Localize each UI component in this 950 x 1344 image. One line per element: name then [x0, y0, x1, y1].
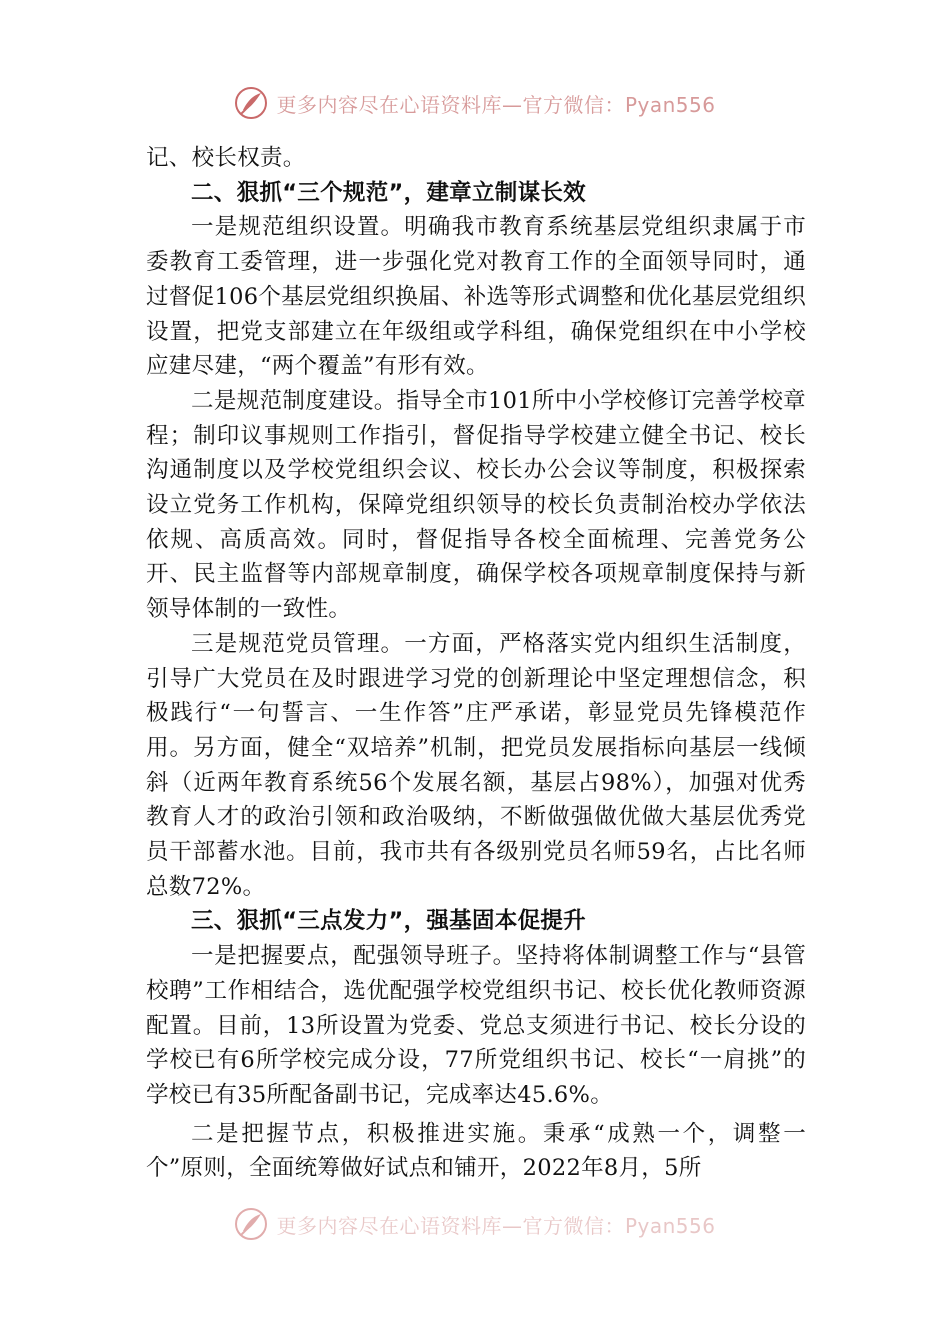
- paragraph-member-management: 三是规范党员管理。一方面，严格落实党内组织生活制度，引导广大党员在及时跟进学习党的创新理论中坚定理想信念，积极践行“一句誓言、一生作答”庄严承诺，彰显党员先锋模范作用。另方面，健全“双培养”机制，把党员发展指标向基层一线倾斜（近两年教育系统56个发展名额，基层占98%），加强对优秀教育人才的政治引领和政治吸纳，不断做强做优做大基层优秀党员干部蓄水池。目前，我市共有各级别党员名师59名，占比名师总数72%。: [146, 630, 806, 900]
- section-heading-2: 二、狠抓“三个规范”，建章立制谋长效: [191, 179, 586, 206]
- quill-logo-icon: [234, 1207, 268, 1241]
- quill-logo-icon: [234, 86, 268, 120]
- paragraph-system-building: 二是规范制度建设。指导全市101所中小学校修订完善学校章程；制印议事规则工作指引，督促指导学校建立健全书记、校长沟通制度以及学校党组织会议、校长办公会议等制度，积极探索设立党务工作机构，保障党组织领导的校长负责制治校办学依法依规、高质高效。同时，督促指导各校全面梳理、完善党务公开、民主监督等内部规章制度，确保学校各项规章制度保持与新领导体制的一致性。: [146, 387, 806, 623]
- paragraph-leadership: 一是把握要点，配强领导班子。坚持将体制调整工作与“县管校聘”工作相结合，选优配强学校党组织书记、校长优化教师资源配置。目前，13所设置为党委、党总支须进行书记、校长分设的学校已有6所学校完成分设，77所党组织书记、校长“一肩挑”的学校已有35所配备副书记，完成率达45.6%。: [146, 943, 806, 1108]
- watermark-text: 更多内容尽在心语资料库—官方微信：Pyan556: [276, 92, 716, 117]
- watermark-footer: [0, 1204, 950, 1244]
- paragraph-implementation: 二是把握节点，积极推进实施。秉承“成熟一个，调整一个”原则，全面统筹做好试点和铺开，2022年8月，5所: [146, 1120, 806, 1182]
- document-body: [146, 141, 806, 1186]
- paragraph-org-setup: 一是规范组织设置。明确我市教育系统基层党组织隶属于市委教育工委管理，进一步强化党对教育工作的全面领导同时，通过督促106个基层党组织换届、补选等形式调整和优化基层党组织设置，把党支部建立在年级组或学科组，确保党组织在中小学校应建尽建，“两个覆盖”有形有效。: [146, 214, 806, 380]
- watermark-text: 更多内容尽在心语资料库—官方微信：Pyan556: [276, 1213, 716, 1238]
- paragraph-continuation: 记、校长权责。: [146, 145, 306, 171]
- section-heading-3: 三、狠抓“三点发力”，强基固本促提升: [191, 908, 586, 935]
- watermark-header: [0, 83, 950, 123]
